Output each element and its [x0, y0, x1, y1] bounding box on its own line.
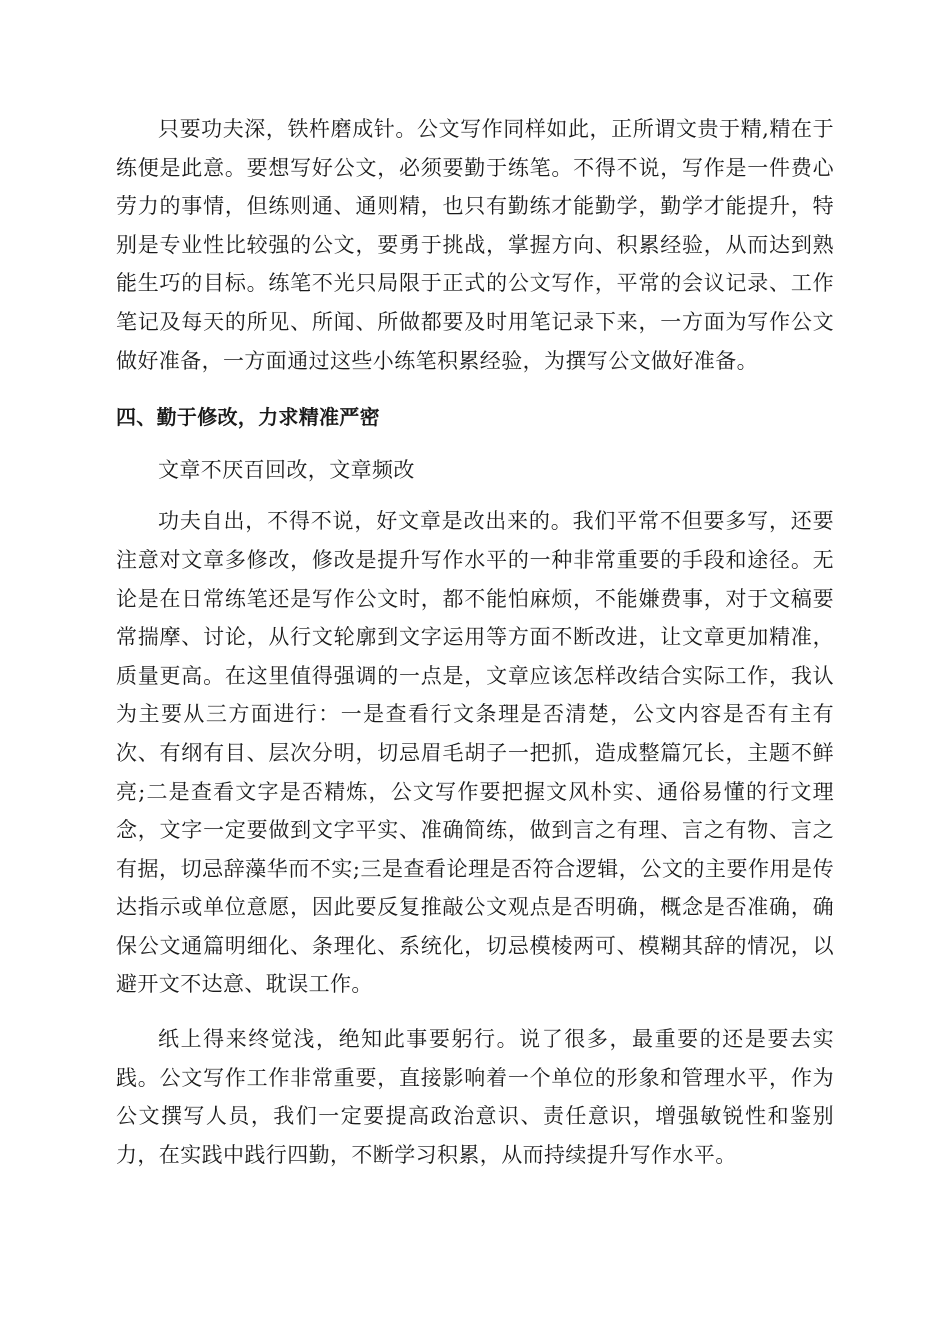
paragraph-revision-intro: 文章不厌百回改，文章频改 [158, 457, 415, 482]
section-heading: 四、勤于修改，力求精准严密 [116, 405, 380, 430]
paragraph-practice-writing: 只要功夫深，铁杵磨成针。公文写作同样如此，正所谓文贵于精,精在于练便是此意。要想写好公文，必须要勤于练笔。不得不说，写作是一件费心劳力的事情，但练则通、通则精，也只有勤练才能勤学，勤学才能提升，特别是专业性比较强的公文，要勇于挑战，掌握方向、积累经验，从而达到熟能生巧的目标。练笔不光只局限于正式的公文写作，平常的会议记录、工作笔记及每天的所见、所闻、所做都要及时用笔记录下来，一方面为写作公文做好准备，一方面通过这些小练笔积累经验，为撰写公文做好准备。 [116, 117, 834, 373]
paragraph-conclusion: 纸上得来终觉浅，绝知此事要躬行。说了很多，最重要的还是要去实践。公文写作工作非常重要，直接影响着一个单位的形象和管理水平，作为公文撰写人员，我们一定要提高政治意识、责任意识，增强敏锐性和鉴别力，在实践中践行四勤，不断学习积累，从而持续提升写作水平。 [116, 1027, 834, 1167]
document-page [116, 110, 834, 1174]
paragraph-revision-body: 功夫自出，不得不说，好文章是改出来的。我们平常不但要多写，还要注意对文章多修改，修改是提升写作水平的一种非常重要的手段和途径。无论是在日常练笔还是写作公文时，都不能怕麻烦，不能嫌费事，对于文稿要常揣摩、讨论，从行文轮廓到文字运用等方面不断改进，让文章更加精准，质量更高。在这里值得强调的一点是，文章应该怎样改结合实际工作，我认为主要从三方面进行：一是查看行文条理是否清楚，公文内容是否有主有次、有纲有目、层次分明，切忌眉毛胡子一把抓，造成整篇冗长，主题不鲜亮;二是查看文字是否精炼，公文写作要把握文风朴实、通俗易懂的行文理念，文字一定要做到文字平实、准确简练，做到言之有理、言之有物、言之有据，切忌辞藻华而不实;三是查看论理是否符合逻辑，公文的主要作用是传达指示或单位意愿，因此要反复推敲公文观点是否明确，概念是否准确，确保公文通篇明细化、条理化、系统化，切忌模棱两可、模糊其辞的情况，以避开文不达意、耽误工作。 [116, 509, 834, 997]
